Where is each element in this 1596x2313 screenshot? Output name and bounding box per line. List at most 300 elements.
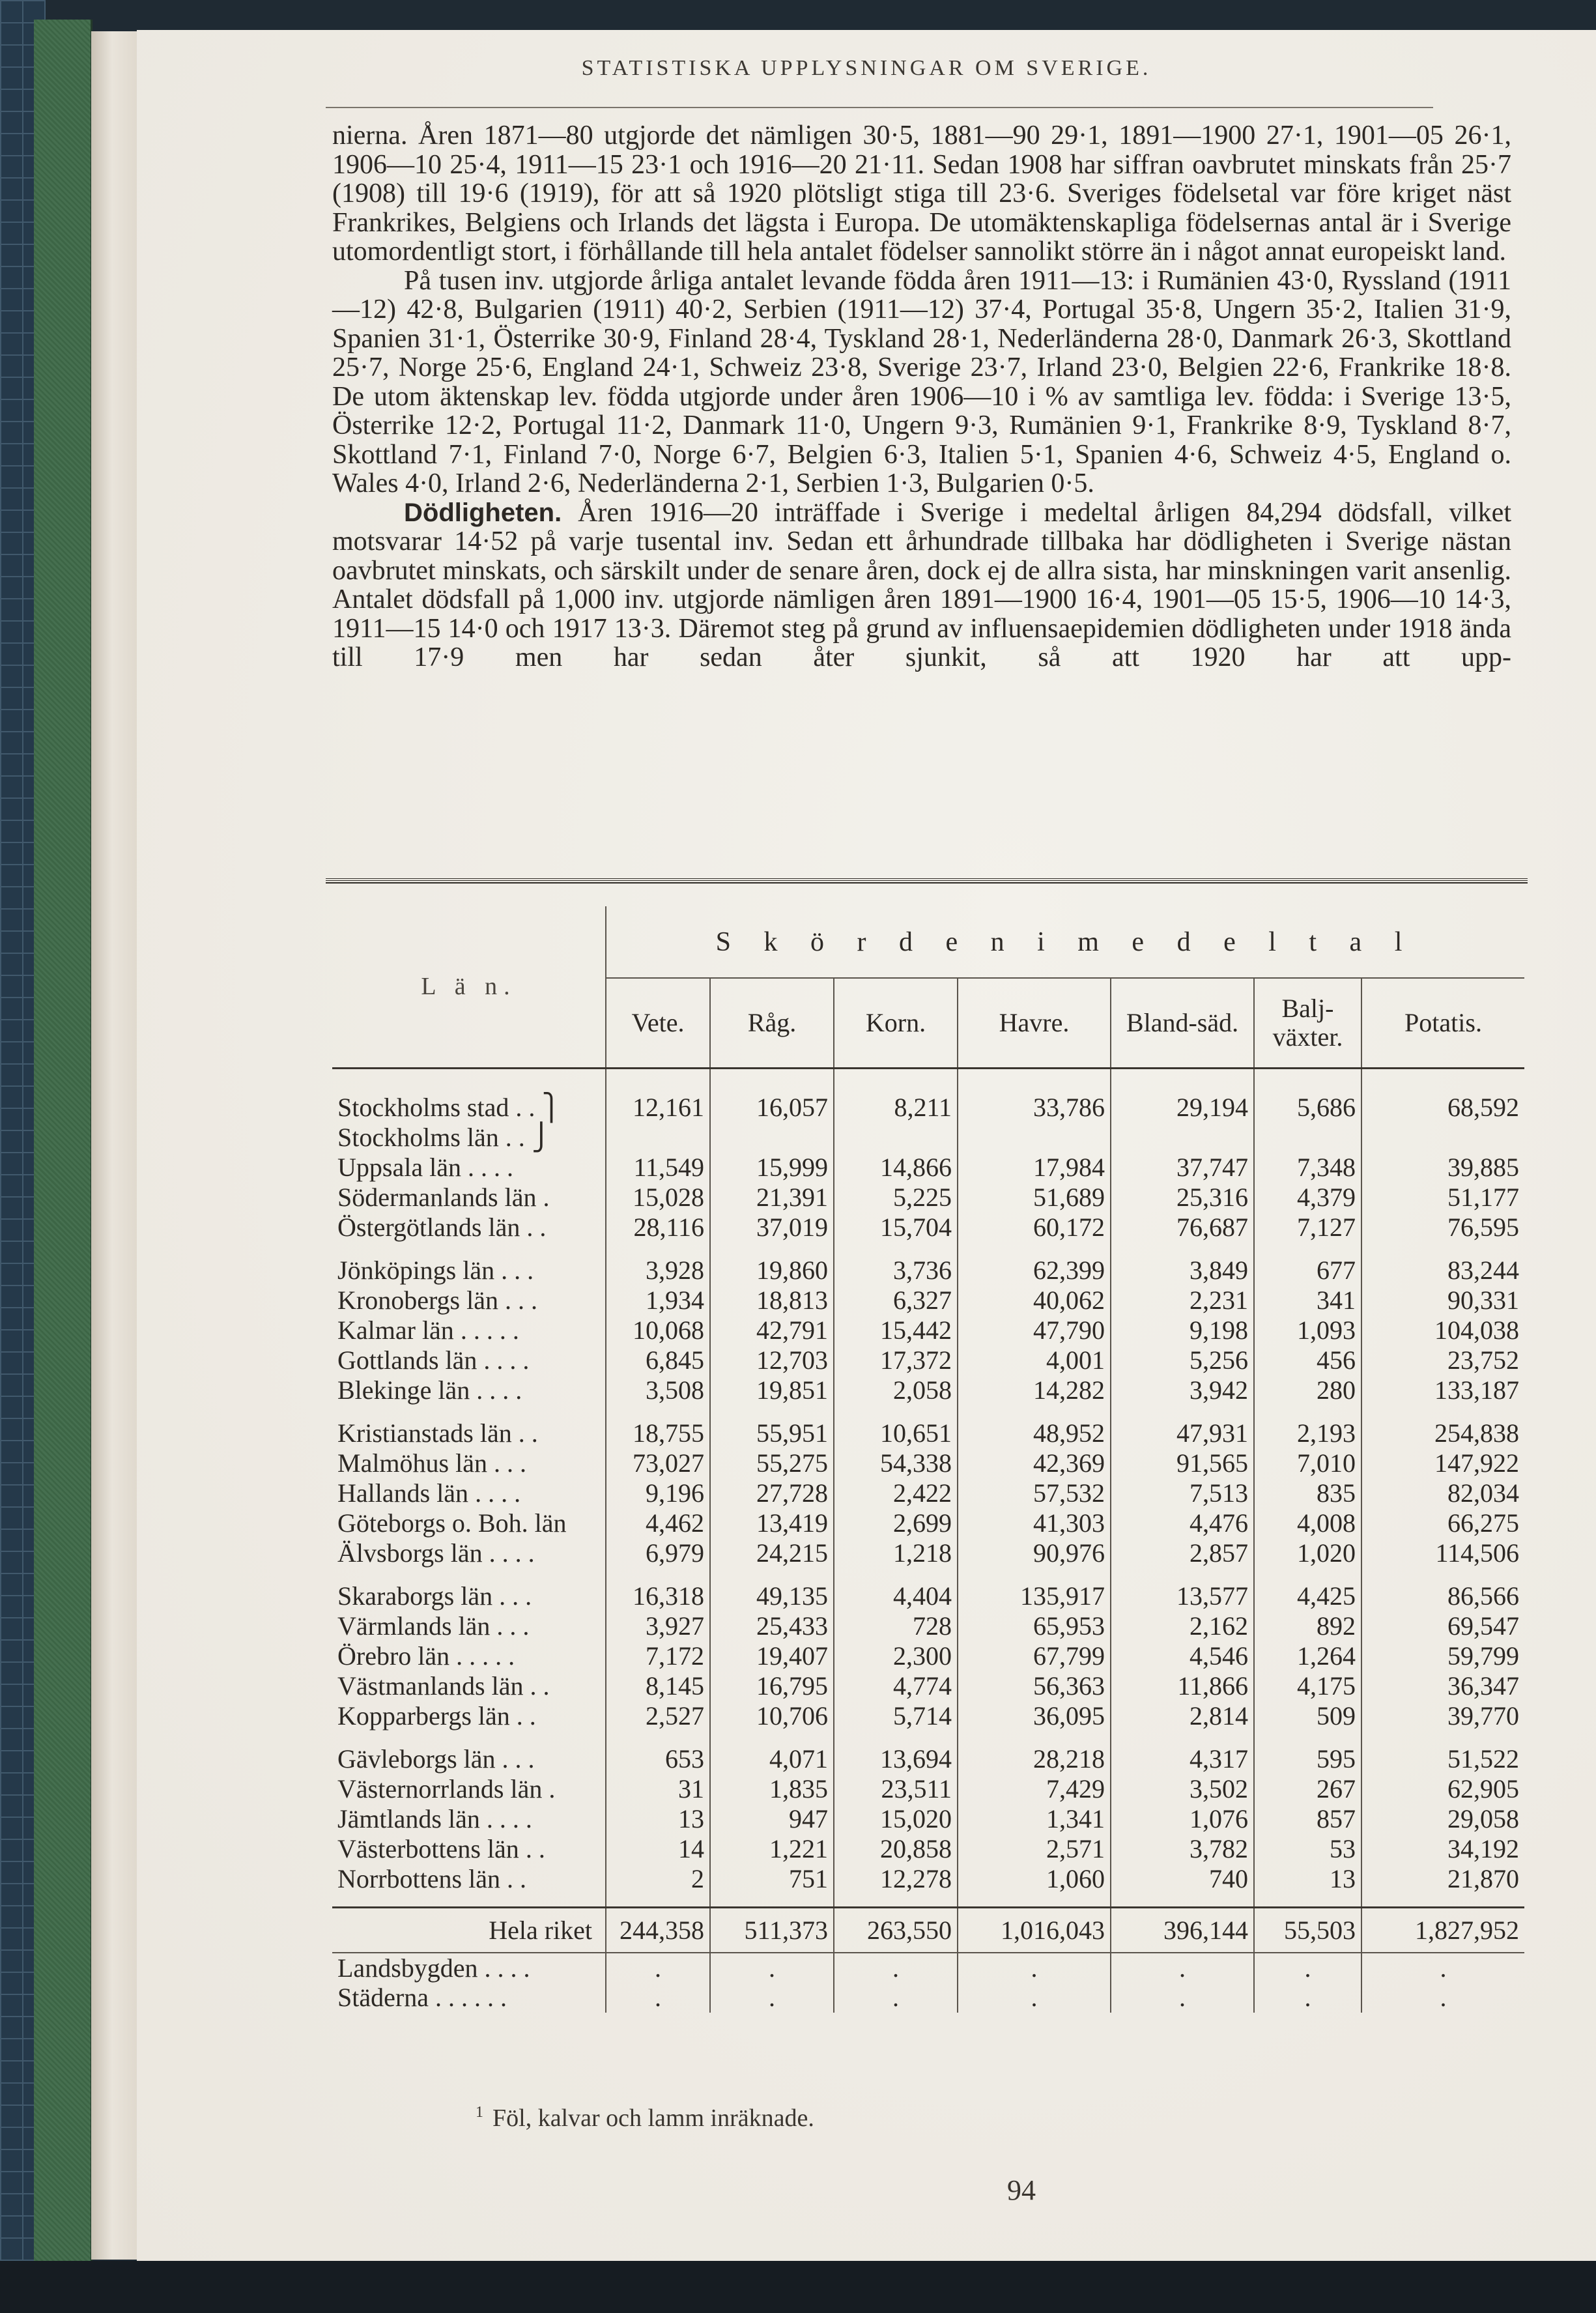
value-cell: 5,256 <box>1111 1345 1254 1375</box>
value-cell: 82,034 <box>1361 1478 1524 1508</box>
value-cell: 1,060 <box>958 1864 1111 1894</box>
value-cell: 53 <box>1254 1834 1361 1864</box>
value-cell: 1,264 <box>1254 1641 1361 1671</box>
value-cell <box>1254 1123 1361 1153</box>
value-cell: 1,341 <box>958 1804 1111 1834</box>
lan-name-cell <box>332 1834 606 1864</box>
value-cell: 55,951 <box>710 1418 834 1448</box>
value-cell: 2,300 <box>834 1641 958 1671</box>
value-cell: 28,218 <box>958 1744 1111 1774</box>
page-edge <box>91 31 143 2260</box>
value-cell: 2,571 <box>958 1834 1111 1864</box>
leader-dots: . . <box>509 1701 536 1731</box>
leader-dots: . . . . <box>461 1153 513 1182</box>
value-cell: 6,845 <box>606 1345 710 1375</box>
value-cell: 19,860 <box>710 1256 834 1286</box>
lan-name-cell <box>332 1153 606 1183</box>
value-cell <box>710 1123 834 1153</box>
table-spacer <box>332 1568 1524 1581</box>
lan-name-cell <box>332 1256 606 1286</box>
value-cell: 2,162 <box>1111 1611 1254 1641</box>
table-row <box>332 1286 1524 1315</box>
value-cell: 37,019 <box>710 1213 834 1243</box>
value-cell: 36,095 <box>958 1701 1111 1731</box>
value-cell: 62,399 <box>958 1256 1111 1286</box>
value-cell: 36,347 <box>1361 1671 1524 1701</box>
value-cell: 509 <box>1254 1701 1361 1731</box>
lan-name-cell <box>332 1538 606 1568</box>
value-cell: 892 <box>1254 1611 1361 1641</box>
table-row <box>332 1183 1524 1213</box>
value-cell: 4,001 <box>958 1345 1111 1375</box>
value-cell: 18,755 <box>606 1418 710 1448</box>
lan-name: Kristianstads län <box>337 1418 512 1448</box>
column-header: Potatis. <box>1361 978 1524 1068</box>
value-cell: 13,577 <box>1111 1581 1254 1611</box>
value-cell: 4,425 <box>1254 1581 1361 1611</box>
value-cell: 7,010 <box>1254 1448 1361 1478</box>
value-cell: 13 <box>1254 1864 1361 1894</box>
value-cell: 133,187 <box>1361 1375 1524 1405</box>
leader-dots: . . . <box>487 1448 526 1478</box>
value-cell <box>1361 1123 1524 1153</box>
lan-name-cell <box>332 1581 606 1611</box>
leader-dots: . . . <box>495 1744 535 1774</box>
table-row <box>332 1478 1524 1508</box>
value-cell: 67,799 <box>958 1641 1111 1671</box>
lan-name: Älvsborgs län <box>337 1538 483 1568</box>
section-heading: Dödligheten. <box>404 498 562 527</box>
table-spacer <box>332 1243 1524 1256</box>
lan-name: Städerna <box>337 1983 429 2012</box>
value-cell: 4,476 <box>1111 1508 1254 1538</box>
lan-name: Malmöhus län <box>337 1448 487 1478</box>
value-cell: 91,565 <box>1111 1448 1254 1478</box>
value-cell: 14,866 <box>834 1153 958 1183</box>
value-cell: 90,331 <box>1361 1286 1524 1315</box>
column-header: Balj-växter. <box>1254 978 1361 1068</box>
value-cell: 15,020 <box>834 1804 958 1834</box>
value-cell: 42,791 <box>710 1315 834 1345</box>
value-cell: . <box>710 1953 834 1983</box>
lan-name-cell <box>332 1345 606 1375</box>
total-value-cell: 511,373 <box>710 1907 834 1953</box>
total-value-cell: 396,144 <box>1111 1907 1254 1953</box>
lan-name-cell <box>332 1864 606 1894</box>
value-cell: 14,282 <box>958 1375 1111 1405</box>
leader-dots: . . . <box>494 1256 534 1285</box>
lan-name-cell <box>332 1448 606 1478</box>
value-cell: 15,704 <box>834 1213 958 1243</box>
value-cell: 104,038 <box>1361 1315 1524 1345</box>
lan-name: Hallands län <box>337 1478 469 1508</box>
leader-dots: . . . <box>490 1611 530 1641</box>
lan-name-cell <box>332 1508 606 1538</box>
table-row <box>332 1834 1524 1864</box>
total-value-cell: 244,358 <box>606 1907 710 1953</box>
lan-name: Uppsala län <box>337 1153 461 1182</box>
value-cell: 677 <box>1254 1256 1361 1286</box>
paragraph-text: Åren 1916—20 inträffade i Sverige i medeltal årligen 84,294 dödsfall, vilket motsvarar 14·52 på varje tusental inv. Sedan ett århundrade tillbaka har dödligheten i Sverige nästan oavbrutet minskats, och särskilt under de senare åren, dock ej de allra sista, har minskningen varit ansenlig. Antalet dödsfall på 1,000 inv. utgjorde nämligen åren 1891—1900 16·4, 1901—05 15·5, 1906—10 14·3, 1911—15 14·0 och 1917 13·3. Däremot steg på grund av influensaepidemien dödligheten under 1918 ända till 17·9 men har sedan åter sjunkit, så att 1920 har att upp- <box>332 497 1511 672</box>
value-cell: 12,161 <box>606 1093 710 1123</box>
lan-name: Västernorrlands län <box>337 1774 543 1803</box>
table-row <box>332 1093 1524 1123</box>
lan-name-cell <box>332 1983 606 2013</box>
value-cell <box>1111 1123 1254 1153</box>
value-cell: 10,651 <box>834 1418 958 1448</box>
total-value-cell: 1,016,043 <box>958 1907 1111 1953</box>
value-cell: 14 <box>606 1834 710 1864</box>
value-cell: . <box>606 1983 710 2013</box>
value-cell: 4,404 <box>834 1581 958 1611</box>
value-cell: 4,546 <box>1111 1641 1254 1671</box>
value-cell: 3,849 <box>1111 1256 1254 1286</box>
value-cell: 37,747 <box>1111 1153 1254 1183</box>
value-cell: 653 <box>606 1744 710 1774</box>
value-cell: 4,462 <box>606 1508 710 1538</box>
value-cell: 1,835 <box>710 1774 834 1804</box>
lan-name-cell <box>332 1774 606 1804</box>
value-cell: 3,502 <box>1111 1774 1254 1804</box>
value-cell: 17,984 <box>958 1153 1111 1183</box>
value-cell: 13,694 <box>834 1744 958 1774</box>
head-rule <box>326 107 1433 108</box>
total-value-cell: 1,827,952 <box>1361 1907 1524 1953</box>
value-cell: 11,866 <box>1111 1671 1254 1701</box>
value-cell: 56,363 <box>958 1671 1111 1701</box>
value-cell: 947 <box>710 1804 834 1834</box>
harvest-super-header: S k ö r d e n i m e d e l t a l <box>606 906 1524 978</box>
value-cell: 3,508 <box>606 1375 710 1405</box>
leader-dots: . <box>542 1774 556 1803</box>
value-cell: 3,928 <box>606 1256 710 1286</box>
value-cell: 47,790 <box>958 1315 1111 1345</box>
value-cell: 2,193 <box>1254 1418 1361 1448</box>
value-cell: 76,687 <box>1111 1213 1254 1243</box>
value-cell: 4,175 <box>1254 1671 1361 1701</box>
leader-dots: . . ⎭ <box>498 1123 551 1152</box>
value-cell: 90,976 <box>958 1538 1111 1568</box>
value-cell: . <box>1361 1953 1524 1983</box>
column-header: Korn. <box>834 978 958 1068</box>
value-cell: 34,192 <box>1361 1834 1524 1864</box>
footnote-text: Föl, kalvar och lamm inräknade. <box>492 2105 814 2132</box>
value-cell <box>606 1123 710 1153</box>
leader-dots: . . . . <box>468 1478 521 1508</box>
value-cell: 57,532 <box>958 1478 1111 1508</box>
lan-name-cell <box>332 1611 606 1641</box>
value-cell: 2,527 <box>606 1701 710 1731</box>
value-cell: 11,549 <box>606 1153 710 1183</box>
value-cell: 39,770 <box>1361 1701 1524 1731</box>
value-cell: 3,736 <box>834 1256 958 1286</box>
lan-name: Blekinge län <box>337 1375 470 1405</box>
value-cell: 10,706 <box>710 1701 834 1731</box>
value-cell: . <box>834 1953 958 1983</box>
value-cell: 23,752 <box>1361 1345 1524 1375</box>
value-cell: 114,506 <box>1361 1538 1524 1568</box>
lan-name: Värmlands län <box>337 1611 491 1641</box>
value-cell: 1,076 <box>1111 1804 1254 1834</box>
table-row <box>332 1256 1524 1286</box>
leader-dots: . . . . <box>477 1345 530 1375</box>
value-cell: 55,275 <box>710 1448 834 1478</box>
value-cell: 5,225 <box>834 1183 958 1213</box>
lan-name-cell <box>332 1744 606 1774</box>
value-cell: . <box>710 1983 834 2013</box>
lan-name-cell <box>332 1093 606 1123</box>
value-cell: . <box>1111 1953 1254 1983</box>
value-cell: 15,028 <box>606 1183 710 1213</box>
table-row <box>332 1375 1524 1405</box>
background-bottom <box>0 2261 1596 2313</box>
table-row <box>332 1611 1524 1641</box>
table-row <box>332 1508 1524 1538</box>
value-cell: 1,218 <box>834 1538 958 1568</box>
value-cell: 42,369 <box>958 1448 1111 1478</box>
paragraph <box>332 266 1511 498</box>
lan-name: Stockholms stad <box>337 1093 509 1122</box>
value-cell: 69,547 <box>1361 1611 1524 1641</box>
lan-name: Västerbottens län <box>337 1834 519 1863</box>
leader-dots: . . . . . <box>449 1641 515 1671</box>
value-cell: 13 <box>606 1804 710 1834</box>
column-header: Råg. <box>710 978 834 1068</box>
paragraph <box>332 498 1511 672</box>
table-row <box>332 1213 1524 1243</box>
value-cell: 16,318 <box>606 1581 710 1611</box>
lan-name: Kalmar län <box>337 1315 454 1345</box>
value-cell: 4,379 <box>1254 1183 1361 1213</box>
value-cell: 7,172 <box>606 1641 710 1671</box>
lan-name-cell <box>332 1641 606 1671</box>
lan-name: Västmanlands län <box>337 1671 524 1701</box>
value-cell: 1,020 <box>1254 1538 1361 1568</box>
value-cell: 751 <box>710 1864 834 1894</box>
table-row <box>332 1671 1524 1701</box>
lan-name-cell <box>332 1286 606 1315</box>
value-cell: 23,511 <box>834 1774 958 1804</box>
value-cell: 54,338 <box>834 1448 958 1478</box>
leader-dots: . . <box>523 1671 550 1701</box>
lan-name: Södermanlands län <box>337 1183 537 1212</box>
value-cell: 19,851 <box>710 1375 834 1405</box>
footnote-mark: 1 <box>476 2104 483 2121</box>
value-cell: 1,934 <box>606 1286 710 1315</box>
table-row <box>332 1448 1524 1478</box>
value-cell: 16,795 <box>710 1671 834 1701</box>
paragraph-text: På tusen inv. utgjorde årliga antalet levande födda åren 1911—13: i Rumänien 43·0, Ryssland (1911—12) 42·8, Bulgarien (1911) 40·2, Serbien (1911—12) 37·4, Portugal 35·8, Ungern 35·2, Italien 31·9, Spanien 31·1, Österrike 30·9, Finland 28·4, Tyskland 28·1, Nederländerna 28·0, Danmark 26·3, Skottland 25·7, Norge 25·6, England 24·1, Schweiz 23·8, Sverige 23·7, Irland 23·0, Belgien 22·6, Frankrike 18·8. De utom äktenskap lev. födda utgjorde under åren 1906—10 i % av samtliga lev. födda: i Sverige 13·5, Österrike 12·2, Portugal 11·2, Danmark 11·0, Ungern 9·3, Rumänien 9·1, Frankrike 8·9, Tyskland 8·7, Skottland 7·1, Finland 7·0, Norge 6·7, Belgien 6·3, Italien 5·1, Spanien 4·6, Schweiz 4·5, England o. Wales 4·0, Irland 2·6, Nederländerna 2·1, Serbien 1·3, Bulgarien 0·5. <box>332 265 1511 498</box>
value-cell: 740 <box>1111 1864 1254 1894</box>
lan-name: Kronobergs län <box>337 1286 498 1315</box>
lan-name: Örebro län <box>337 1641 450 1671</box>
table-row <box>332 1701 1524 1731</box>
value-cell: 4,774 <box>834 1671 958 1701</box>
total-label: Hela riket <box>332 1907 606 1953</box>
table-row <box>332 1641 1524 1671</box>
value-cell: 3,942 <box>1111 1375 1254 1405</box>
value-cell: 280 <box>1254 1375 1361 1405</box>
value-cell: 595 <box>1254 1744 1361 1774</box>
value-cell: 147,922 <box>1361 1448 1524 1478</box>
table-spacer <box>332 1405 1524 1418</box>
value-cell: 21,391 <box>710 1183 834 1213</box>
value-cell: 2,422 <box>834 1478 958 1508</box>
value-cell: 3,927 <box>606 1611 710 1641</box>
lan-name-cell <box>332 1478 606 1508</box>
leader-dots: . <box>536 1183 550 1212</box>
lan-name-cell <box>332 1213 606 1243</box>
value-cell: 2,814 <box>1111 1701 1254 1731</box>
value-cell: . <box>1111 1983 1254 2013</box>
book-cover-binding <box>34 20 93 2267</box>
table-row <box>332 1864 1524 1894</box>
value-cell: 10,068 <box>606 1315 710 1345</box>
lan-name-cell <box>332 1671 606 1701</box>
book-page <box>137 30 1596 2261</box>
value-cell: 12,703 <box>710 1345 834 1375</box>
value-cell: 7,429 <box>958 1774 1111 1804</box>
table-spacer <box>332 1731 1524 1744</box>
lan-name: Landsbygden <box>337 1953 478 1983</box>
table-row <box>332 1345 1524 1375</box>
value-cell: 60,172 <box>958 1213 1111 1243</box>
value-cell: 5,686 <box>1254 1093 1361 1123</box>
value-cell: 7,127 <box>1254 1213 1361 1243</box>
leader-dots: . . <box>520 1213 547 1242</box>
value-cell: 254,838 <box>1361 1418 1524 1448</box>
value-cell: . <box>1254 1953 1361 1983</box>
value-cell: 6,979 <box>606 1538 710 1568</box>
value-cell: . <box>958 1983 1111 2013</box>
total-row <box>332 1907 1524 1953</box>
value-cell: 456 <box>1254 1345 1361 1375</box>
value-cell: 65,953 <box>958 1611 1111 1641</box>
lan-name-cell <box>332 1183 606 1213</box>
value-cell: 15,999 <box>710 1153 834 1183</box>
lan-name: Östergötlands län <box>337 1213 520 1242</box>
value-cell: 47,931 <box>1111 1418 1254 1448</box>
value-cell: 20,858 <box>834 1834 958 1864</box>
table-spacer <box>332 1068 1524 1093</box>
leader-dots: . . . . <box>479 1804 532 1833</box>
value-cell: 27,728 <box>710 1478 834 1508</box>
table-row <box>332 1538 1524 1568</box>
leader-dots: . . . . <box>470 1375 522 1405</box>
lan-name-cell <box>332 1953 606 1983</box>
column-header: Bland-säd. <box>1111 978 1254 1068</box>
value-cell: 16,057 <box>710 1093 834 1123</box>
column-header: Havre. <box>958 978 1111 1068</box>
page-number: 94 <box>1007 2174 1036 2206</box>
value-cell: 15,442 <box>834 1315 958 1345</box>
value-cell: 728 <box>834 1611 958 1641</box>
lan-name-cell <box>332 1123 606 1153</box>
value-cell: 857 <box>1254 1804 1361 1834</box>
leader-dots: . . . . <box>482 1538 535 1568</box>
value-cell: 29,194 <box>1111 1093 1254 1123</box>
value-cell: 4,317 <box>1111 1744 1254 1774</box>
value-cell: 49,135 <box>710 1581 834 1611</box>
table-row <box>332 1744 1524 1774</box>
lan-name: Jönköpings län <box>337 1256 495 1285</box>
value-cell: 24,215 <box>710 1538 834 1568</box>
value-cell <box>834 1123 958 1153</box>
value-cell: 59,799 <box>1361 1641 1524 1671</box>
value-cell: 5,714 <box>834 1701 958 1731</box>
lan-name: Skaraborgs län <box>337 1581 493 1611</box>
value-cell: 4,071 <box>710 1744 834 1774</box>
lan-name: Gottlands län <box>337 1345 477 1375</box>
value-cell: 2,699 <box>834 1508 958 1538</box>
lan-name: Jämtlands län <box>337 1804 480 1833</box>
value-cell: 1,221 <box>710 1834 834 1864</box>
value-cell: 39,885 <box>1361 1153 1524 1183</box>
lan-column-header: L ä n. <box>332 906 606 1068</box>
lan-name-cell <box>332 1804 606 1834</box>
value-cell: 8,145 <box>606 1671 710 1701</box>
value-cell: 17,372 <box>834 1345 958 1375</box>
table-row <box>332 1983 1524 2013</box>
value-cell: 9,196 <box>606 1478 710 1508</box>
value-cell: 341 <box>1254 1286 1361 1315</box>
value-cell: 21,870 <box>1361 1864 1524 1894</box>
lan-name: Göteborgs o. Boh. län <box>337 1508 567 1538</box>
value-cell: 13,419 <box>710 1508 834 1538</box>
value-cell: 40,062 <box>958 1286 1111 1315</box>
column-header: Vete. <box>606 978 710 1068</box>
value-cell: 29,058 <box>1361 1804 1524 1834</box>
harvest-table <box>332 906 1524 2013</box>
value-cell: . <box>1361 1983 1524 2013</box>
value-cell: 51,522 <box>1361 1744 1524 1774</box>
leader-dots: . . ⎫ <box>509 1093 562 1122</box>
body-text <box>332 121 1511 672</box>
leader-dots: . . <box>519 1834 545 1863</box>
lan-name: Norrbottens län <box>337 1864 500 1893</box>
value-cell: 4,008 <box>1254 1508 1361 1538</box>
leader-dots: . . . . . <box>453 1315 519 1345</box>
value-cell: 31 <box>606 1774 710 1804</box>
value-cell: 51,177 <box>1361 1183 1524 1213</box>
value-cell: . <box>834 1983 958 2013</box>
value-cell: 2,058 <box>834 1375 958 1405</box>
value-cell: 66,275 <box>1361 1508 1524 1538</box>
value-cell: 86,566 <box>1361 1581 1524 1611</box>
total-value-cell: 263,550 <box>834 1907 958 1953</box>
lan-name-cell <box>332 1315 606 1345</box>
value-cell: 25,316 <box>1111 1183 1254 1213</box>
table-row <box>332 1774 1524 1804</box>
value-cell: 2,231 <box>1111 1286 1254 1315</box>
paragraph-text: nierna. Åren 1871—80 utgjorde det nämligen 30·5, 1881—90 29·1, 1891—1900 27·1, 1901—05 26·1, 1906—10 25·4, 1911—15 23·1 och 1916—20 21·11. Sedan 1908 har siffran oavbrutet minskats från 25·7 (1908) till 19·6 (1919), för att så 1920 plötsligt stiga till 23·6. Sveriges födelsetal var före kriget näst Frankrikes, Belgiens och Irlands det lägsta i Europa. De utomäktenskapliga födelsernas antal är i Sverige utomordentligt stort, i förhållande till hela antalet födelser sannolikt större än i något annat europeiskt land. <box>332 121 1511 266</box>
value-cell: 7,513 <box>1111 1478 1254 1508</box>
value-cell <box>958 1123 1111 1153</box>
paragraph <box>332 121 1511 266</box>
leader-dots: . . <box>500 1864 526 1893</box>
value-cell: 83,244 <box>1361 1256 1524 1286</box>
table-top-rule <box>326 878 1528 884</box>
value-cell: 1,093 <box>1254 1315 1361 1345</box>
value-cell: 6,327 <box>834 1286 958 1315</box>
value-cell: 62,905 <box>1361 1774 1524 1804</box>
lan-name-cell <box>332 1701 606 1731</box>
leader-dots: . . <box>511 1418 538 1448</box>
table-row <box>332 1153 1524 1183</box>
value-cell: 25,433 <box>710 1611 834 1641</box>
value-cell: 51,689 <box>958 1183 1111 1213</box>
lan-name: Gävleborgs län <box>337 1744 496 1774</box>
